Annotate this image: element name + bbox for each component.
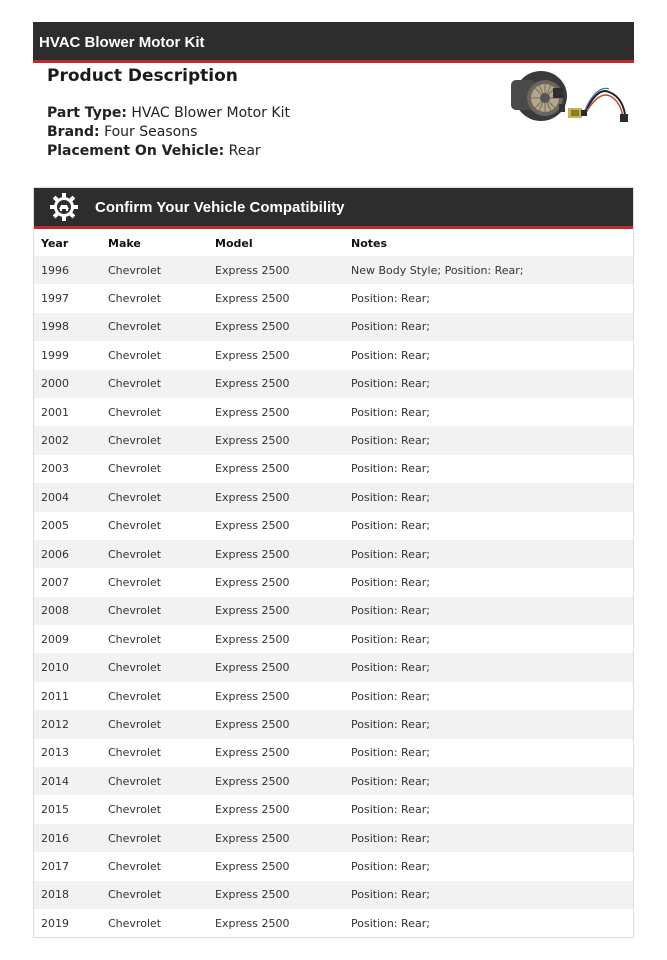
cell-model: Express 2500 xyxy=(215,632,290,646)
cell-model: Express 2500 xyxy=(215,859,290,873)
cell-notes: Position: Rear; xyxy=(351,377,430,391)
cell-notes: New Body Style; Position: Rear; xyxy=(351,263,524,277)
cell-year: 2009 xyxy=(41,632,69,646)
cell-notes: Position: Rear; xyxy=(351,689,430,703)
cell-make: Chevrolet xyxy=(108,547,162,561)
table-row xyxy=(34,739,633,767)
table-header-row xyxy=(34,229,633,256)
cell-model: Express 2500 xyxy=(215,490,290,504)
cell-notes: Position: Rear; xyxy=(351,774,430,788)
compatibility-rows xyxy=(34,256,633,937)
product-description-list xyxy=(47,104,290,161)
table-row xyxy=(34,909,633,937)
cell-year: 2010 xyxy=(41,661,69,675)
cell-make: Chevrolet xyxy=(108,377,162,391)
cell-model: Express 2500 xyxy=(215,689,290,703)
cell-make: Chevrolet xyxy=(108,632,162,646)
table-row xyxy=(34,284,633,312)
placement-value: Rear xyxy=(228,143,261,159)
cell-model: Express 2500 xyxy=(215,717,290,731)
cell-notes: Position: Rear; xyxy=(351,604,430,618)
gear-car-icon xyxy=(34,188,94,226)
cell-notes: Position: Rear; xyxy=(351,888,430,902)
page-title: HVAC Blower Motor Kit xyxy=(39,34,205,51)
cell-make: Chevrolet xyxy=(108,717,162,731)
cell-model: Express 2500 xyxy=(215,803,290,817)
cell-year: 2001 xyxy=(41,405,69,419)
cell-make: Chevrolet xyxy=(108,348,162,362)
cell-year: 2015 xyxy=(41,803,69,817)
table-row xyxy=(34,398,633,426)
cell-year: 2007 xyxy=(41,575,69,589)
table-row xyxy=(34,540,633,568)
table-row xyxy=(34,426,633,454)
table-row xyxy=(34,824,633,852)
cell-notes: Position: Rear; xyxy=(351,746,430,760)
cell-model: Express 2500 xyxy=(215,604,290,618)
table-row xyxy=(34,597,633,625)
cell-make: Chevrolet xyxy=(108,803,162,817)
table-row xyxy=(34,682,633,710)
cell-make: Chevrolet xyxy=(108,292,162,306)
cell-make: Chevrolet xyxy=(108,462,162,476)
column-header-notes: Notes xyxy=(351,237,388,250)
cell-make: Chevrolet xyxy=(108,405,162,419)
cell-year: 2006 xyxy=(41,547,69,561)
cell-year: 2008 xyxy=(41,604,69,618)
cell-make: Chevrolet xyxy=(108,916,162,930)
cell-make: Chevrolet xyxy=(108,490,162,504)
cell-year: 2003 xyxy=(41,462,69,476)
cell-model: Express 2500 xyxy=(215,661,290,675)
table-row xyxy=(34,370,633,398)
part-type-label: Part Type: xyxy=(47,105,127,121)
brand-value: Four Seasons xyxy=(104,124,198,140)
table-row xyxy=(34,767,633,795)
table-row xyxy=(34,653,633,681)
cell-model: Express 2500 xyxy=(215,746,290,760)
cell-make: Chevrolet xyxy=(108,859,162,873)
cell-make: Chevrolet xyxy=(108,661,162,675)
cell-model: Express 2500 xyxy=(215,320,290,334)
column-header-year: Year xyxy=(41,237,69,250)
cell-year: 1999 xyxy=(41,348,69,362)
cell-notes: Position: Rear; xyxy=(351,547,430,561)
cell-model: Express 2500 xyxy=(215,434,290,448)
cell-year: 1997 xyxy=(41,292,69,306)
table-row xyxy=(34,568,633,596)
cell-year: 2002 xyxy=(41,434,69,448)
table-row xyxy=(34,625,633,653)
cell-notes: Position: Rear; xyxy=(351,859,430,873)
cell-make: Chevrolet xyxy=(108,434,162,448)
cell-year: 2018 xyxy=(41,888,69,902)
cell-make: Chevrolet xyxy=(108,689,162,703)
cell-model: Express 2500 xyxy=(215,292,290,306)
brand-row xyxy=(47,123,290,142)
cell-year: 2012 xyxy=(41,717,69,731)
cell-model: Express 2500 xyxy=(215,462,290,476)
cell-notes: Position: Rear; xyxy=(351,803,430,817)
cell-make: Chevrolet xyxy=(108,888,162,902)
cell-notes: Position: Rear; xyxy=(351,405,430,419)
placement-label: Placement On Vehicle: xyxy=(47,143,225,159)
brand-label: Brand: xyxy=(47,124,100,140)
table-row xyxy=(34,852,633,880)
cell-year: 2013 xyxy=(41,746,69,760)
table-row xyxy=(34,881,633,909)
cell-model: Express 2500 xyxy=(215,348,290,362)
cell-make: Chevrolet xyxy=(108,263,162,277)
table-row xyxy=(34,710,633,738)
page-title-bar xyxy=(33,22,634,63)
cell-make: Chevrolet xyxy=(108,519,162,533)
cell-year: 2005 xyxy=(41,519,69,533)
table-row xyxy=(34,795,633,823)
cell-model: Express 2500 xyxy=(215,888,290,902)
cell-notes: Position: Rear; xyxy=(351,831,430,845)
cell-year: 1998 xyxy=(41,320,69,334)
cell-model: Express 2500 xyxy=(215,263,290,277)
blower-motor-image xyxy=(505,66,633,130)
cell-model: Express 2500 xyxy=(215,916,290,930)
cell-make: Chevrolet xyxy=(108,746,162,760)
table-row xyxy=(34,256,633,284)
cell-model: Express 2500 xyxy=(215,831,290,845)
cell-notes: Position: Rear; xyxy=(351,632,430,646)
part-type-value: HVAC Blower Motor Kit xyxy=(131,105,290,121)
cell-year: 2019 xyxy=(41,916,69,930)
part-type-row xyxy=(47,104,290,123)
cell-notes: Position: Rear; xyxy=(351,320,430,334)
cell-model: Express 2500 xyxy=(215,519,290,533)
cell-notes: Position: Rear; xyxy=(351,292,430,306)
cell-year: 2014 xyxy=(41,774,69,788)
table-row xyxy=(34,455,633,483)
cell-notes: Position: Rear; xyxy=(351,490,430,504)
cell-notes: Position: Rear; xyxy=(351,348,430,362)
cell-notes: Position: Rear; xyxy=(351,462,430,476)
cell-model: Express 2500 xyxy=(215,377,290,391)
compatibility-header xyxy=(34,188,633,229)
column-header-make: Make xyxy=(108,237,141,250)
cell-model: Express 2500 xyxy=(215,575,290,589)
cell-make: Chevrolet xyxy=(108,831,162,845)
table-row xyxy=(34,313,633,341)
cell-notes: Position: Rear; xyxy=(351,661,430,675)
cell-year: 2017 xyxy=(41,859,69,873)
compatibility-table xyxy=(34,229,633,937)
cell-notes: Position: Rear; xyxy=(351,916,430,930)
compatibility-section xyxy=(33,187,634,938)
cell-year: 1996 xyxy=(41,263,69,277)
cell-year: 2016 xyxy=(41,831,69,845)
table-row xyxy=(34,512,633,540)
cell-year: 2004 xyxy=(41,490,69,504)
column-header-model: Model xyxy=(215,237,253,250)
cell-year: 2011 xyxy=(41,689,69,703)
placement-row xyxy=(47,142,290,161)
cell-make: Chevrolet xyxy=(108,774,162,788)
product-description-heading: Product Description xyxy=(47,66,238,86)
cell-model: Express 2500 xyxy=(215,547,290,561)
cell-notes: Position: Rear; xyxy=(351,434,430,448)
compatibility-title: Confirm Your Vehicle Compatibility xyxy=(95,198,345,216)
cell-make: Chevrolet xyxy=(108,320,162,334)
table-row xyxy=(34,483,633,511)
cell-notes: Position: Rear; xyxy=(351,717,430,731)
cell-year: 2000 xyxy=(41,377,69,391)
table-row xyxy=(34,341,633,369)
cell-make: Chevrolet xyxy=(108,604,162,618)
cell-notes: Position: Rear; xyxy=(351,519,430,533)
cell-model: Express 2500 xyxy=(215,405,290,419)
cell-model: Express 2500 xyxy=(215,774,290,788)
cell-notes: Position: Rear; xyxy=(351,575,430,589)
cell-make: Chevrolet xyxy=(108,575,162,589)
